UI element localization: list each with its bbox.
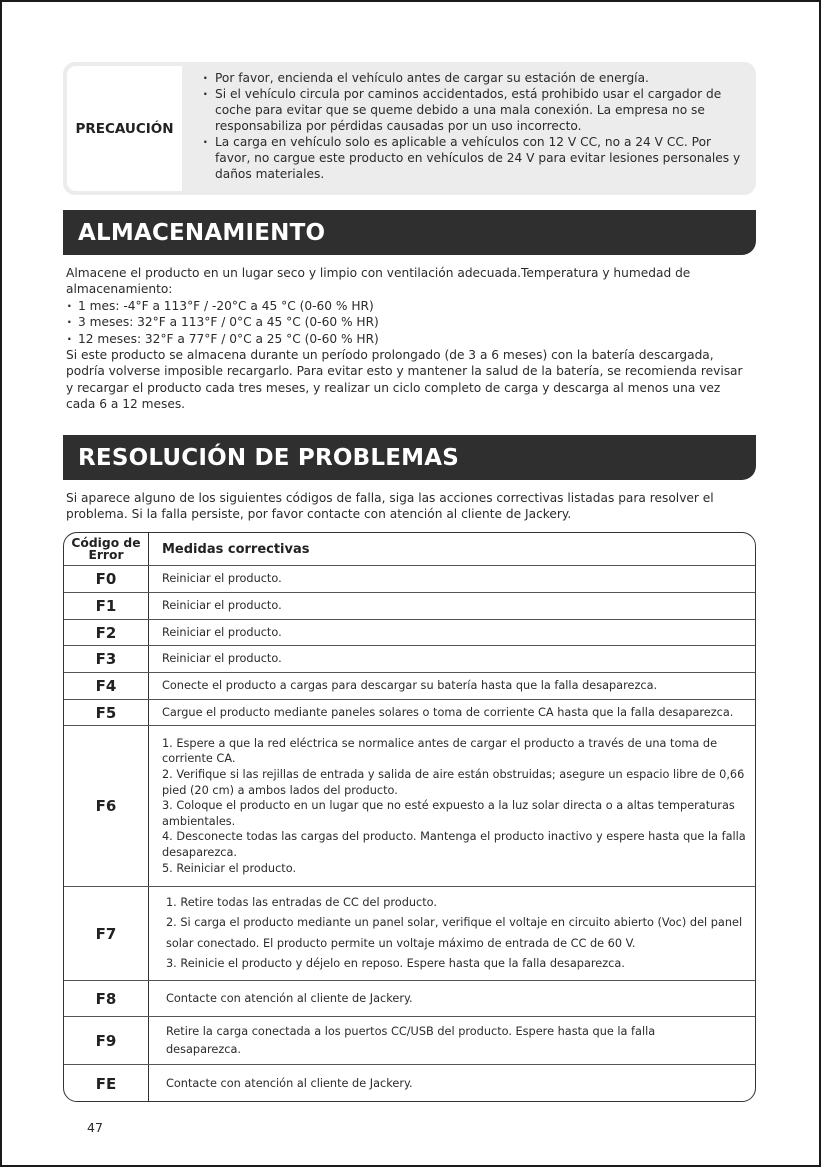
header-corrective-measures: Medidas correctivas <box>162 541 310 557</box>
troubleshooting-section-header <box>63 435 756 480</box>
storage-list <box>66 298 751 347</box>
header-error-code: Código de Error <box>71 535 141 562</box>
error-code: F9 <box>95 1031 117 1050</box>
corrective-measure: Contacte con atención al cliente de Jackery. <box>166 1077 413 1091</box>
caution-label: PRECAUCIÓN <box>75 120 174 137</box>
table-header-row <box>64 533 755 565</box>
corrective-measure-step: 2. Verifique si las rejillas de entrada y salida de aire están obstruidas; asegure un espacio libre de 0,66 pied (20 cm) a ambos lados del producto. <box>162 768 745 797</box>
table-row <box>64 1064 755 1102</box>
corrective-measure: Reiniciar el producto. <box>162 599 282 613</box>
corrective-measure-step: 2. Si carga el producto mediante un panel solar, verifique el voltaje en circuito abierto (Voc) del panel solar conectado. El producto permite un voltaje máximo de entrada de CC de 60 V. <box>166 916 743 950</box>
error-code-table <box>63 532 756 1102</box>
storage-content <box>66 265 751 413</box>
troubleshooting-title: RESOLUCIÓN DE PROBLEMAS <box>78 444 459 471</box>
storage-section-header <box>63 210 756 255</box>
troubleshooting-intro: Si aparece alguno de los siguientes códigos de falla, siga las acciones correctivas listadas para resolver el problema. Si la falla persiste, por favor contacte con atención al cliente de Jackery. <box>66 491 714 522</box>
table-row <box>64 1016 755 1064</box>
table-row <box>64 619 755 645</box>
corrective-measure-step: 4. Desconecte todas las cargas del producto. Mantenga el producto inactivo y espere hasta que la falla desaparezca. <box>162 830 746 859</box>
table-row <box>64 592 755 619</box>
table-row <box>64 645 755 672</box>
corrective-measure-step: 1. Retire todas las entradas de CC del producto. <box>166 895 437 909</box>
corrective-measure-step: 3. Reinicie el producto y déjelo en reposo. Espere hasta que la falla desaparezca. <box>166 957 625 970</box>
storage-title: ALMACENAMIENTO <box>78 219 326 246</box>
table-row <box>64 565 755 592</box>
corrective-measure-step: 5. Reiniciar el producto. <box>162 861 297 875</box>
table-row <box>64 725 755 886</box>
table-row <box>64 672 755 699</box>
error-code: FE <box>95 1075 117 1093</box>
storage-item: · 12 meses: 32°F a 77°F / 0°C a 25 °C (0-60 % HR) <box>66 331 751 347</box>
corrective-measure-step: 1. Espere a que la red eléctrica se normalice antes de cargar el producto a través de una toma de corriente CA. <box>162 736 718 766</box>
corrective-measure: Reiniciar el producto. <box>162 652 282 666</box>
corrective-measure: Reiniciar el producto. <box>162 625 282 639</box>
storage-intro: Almacene el producto en un lugar seco y limpio con ventilación adecuada.Temperatura y humedad de almacenamiento: <box>66 266 691 297</box>
error-code: F8 <box>95 989 117 1008</box>
error-code: F1 <box>95 597 117 615</box>
storage-item: · 1 mes: -4°F a 113°F / -20°C a 45 °C (0-60 % HR) <box>66 298 751 314</box>
error-code: F5 <box>95 703 117 722</box>
caution-item: · Por favor, encienda el vehículo antes de cargar su estación de energía. <box>203 70 748 86</box>
storage-note: Si este producto se almacena durante un período prolongado (de 3 a 6 meses) con la batería descargada, podría volverse imposible recargarlo. Para evitar esto y mantener la salud de la batería, se recomienda revisar y recargar el producto cada tres meses, y realizar un ciclo completo de carga y descarga al menos una vez cada 6 a 12 meses. <box>66 348 743 412</box>
error-code: F4 <box>95 677 117 695</box>
error-code: F0 <box>95 570 117 588</box>
corrective-measure: Contacte con atención al cliente de Jackery. <box>166 991 413 1005</box>
error-code: F6 <box>95 797 117 815</box>
caution-item: · La carga en vehículo solo es aplicable a vehículos con 12 V CC, no a 24 V CC. Por favor, no cargue este producto en vehículos de 24 V para evitar lesiones personales y daños materiales. <box>203 134 748 182</box>
table-row <box>64 699 755 725</box>
error-code: F3 <box>95 650 117 668</box>
caution-item: · Si el vehículo circula por caminos accidentados, está prohibido usar el cargador de coche para evitar que se queme debido a una mala conexión. La empresa no se responsabiliza por pérdidas causadas por un uso incorrecto. <box>203 86 748 134</box>
page-number: 47 <box>87 1120 103 1135</box>
table-row <box>64 886 755 980</box>
storage-item: · 3 meses: 32°F a 113°F / 0°C a 45 °C (0-60 % HR) <box>66 314 751 330</box>
error-code: F2 <box>95 623 117 642</box>
corrective-measure: Reiniciar el producto. <box>162 572 282 586</box>
caution-list <box>203 70 748 182</box>
table-row <box>64 980 755 1016</box>
caution-box <box>63 62 756 195</box>
corrective-measure: Cargue el producto mediante paneles solares o toma de corriente CA hasta que la falla desaparezca. <box>162 705 734 719</box>
corrective-measure-step: 3. Coloque el producto en un lugar que no esté expuesto a la luz solar directa o a altas temperaturas ambientales. <box>162 799 735 828</box>
corrective-measure: Retire la carga conectada a los puertos CC/USB del producto. Espere hasta que la falla desaparezca. <box>166 1024 656 1056</box>
corrective-measure: Conecte el producto a cargas para descargar su batería hasta que la falla desaparezca. <box>162 679 658 693</box>
error-code: F7 <box>95 924 117 943</box>
caution-label-box <box>67 66 182 191</box>
